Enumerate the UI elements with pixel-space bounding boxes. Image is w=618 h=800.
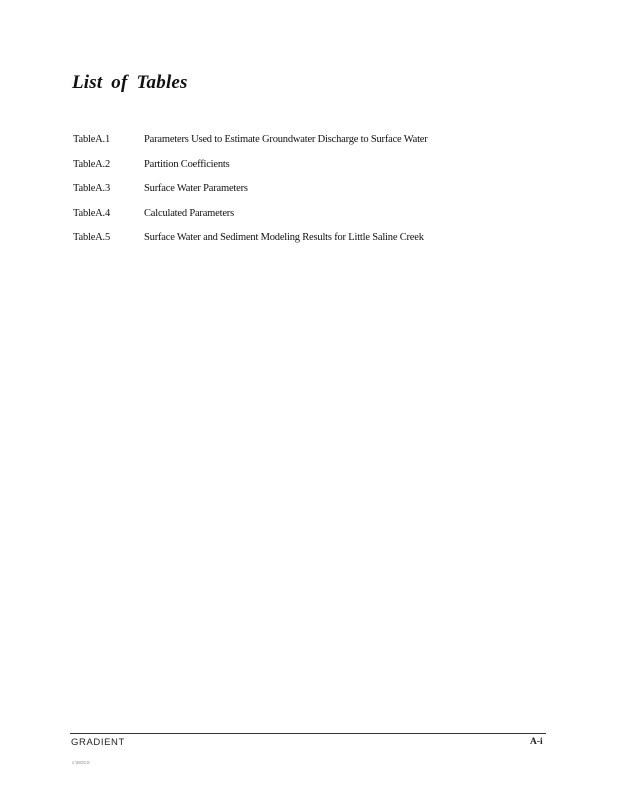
table-title: Parameters Used to Estimate Groundwater Discharge to Surface Water (144, 134, 428, 145)
table-number: TableA.3 (73, 183, 111, 194)
page-number: A-i (530, 737, 543, 747)
document-code: c:\DOCS (72, 760, 90, 765)
table-entry-a1[interactable] (73, 134, 543, 159)
table-entry-a4[interactable] (73, 208, 543, 233)
table-entry-a5[interactable] (73, 232, 543, 257)
table-title: Surface Water Parameters (144, 183, 248, 194)
table-number: TableA.1 (73, 134, 111, 145)
table-entry-a3[interactable] (73, 183, 543, 208)
table-number: TableA.4 (73, 207, 111, 219)
list-of-tables (73, 134, 543, 257)
table-entry-a2[interactable] (73, 159, 543, 184)
table-title: Surface Water and Sediment Modeling Results for Little Saline Creek (144, 232, 424, 243)
table-number: TableA.2 (73, 158, 111, 170)
company-logo: GRADIENT (71, 737, 125, 748)
footer-divider (70, 733, 546, 734)
table-number: TableA.5 (73, 232, 111, 243)
table-title: Calculated Parameters (144, 207, 234, 219)
table-title: Partition Coefficients (144, 158, 230, 170)
page-title: List of Tables (72, 72, 188, 93)
